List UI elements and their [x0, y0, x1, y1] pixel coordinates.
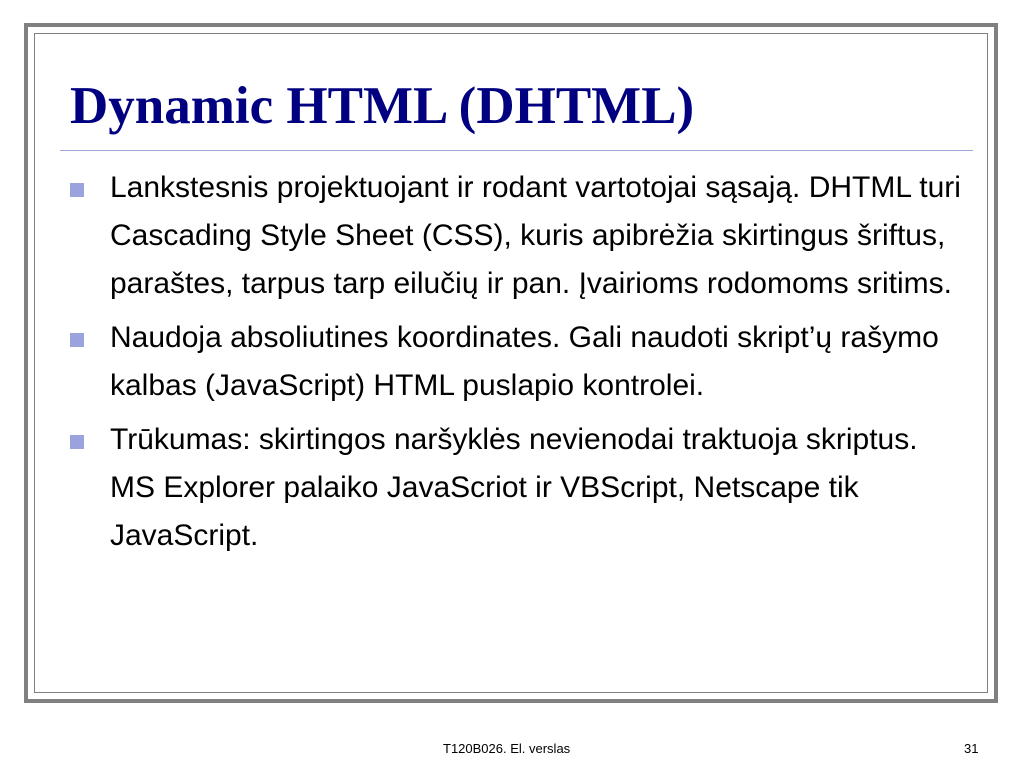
title-divider: [60, 150, 973, 151]
bullet-item: [68, 416, 968, 560]
footer-course-label: T120B026. El. verslas: [443, 741, 571, 756]
slide-title: Dynamic HTML (DHTML): [70, 77, 695, 135]
page-number: 31: [964, 741, 979, 756]
square-bullet-icon: [70, 333, 84, 347]
bullet-text: Trūkumas: skirtingos naršyklės nevienodai traktuoja skriptus. MS Explorer palaiko JavaScriot ir VBScript, Netscape tik JavaScript.: [110, 423, 918, 552]
bullet-item: [68, 164, 968, 308]
square-bullet-icon: [70, 183, 84, 197]
bullet-text: Naudoja absoliutines koordinates. Gali naudoti skript’ų rašymo kalbas (JavaScript) HTML puslapio kontrolei.: [110, 321, 939, 402]
bullet-list: [68, 164, 968, 566]
square-bullet-icon: [70, 435, 84, 449]
bullet-text: Lankstesnis projektuojant ir rodant vartotojai sąsają. DHTML turi Cascading Style Sheet (CSS), kuris apibrėžia skirtingus šriftus, paraštes, tarpus tarp eilučių ir pan. Įvairioms rodomoms sritims.: [110, 171, 961, 300]
bullet-item: [68, 314, 968, 410]
